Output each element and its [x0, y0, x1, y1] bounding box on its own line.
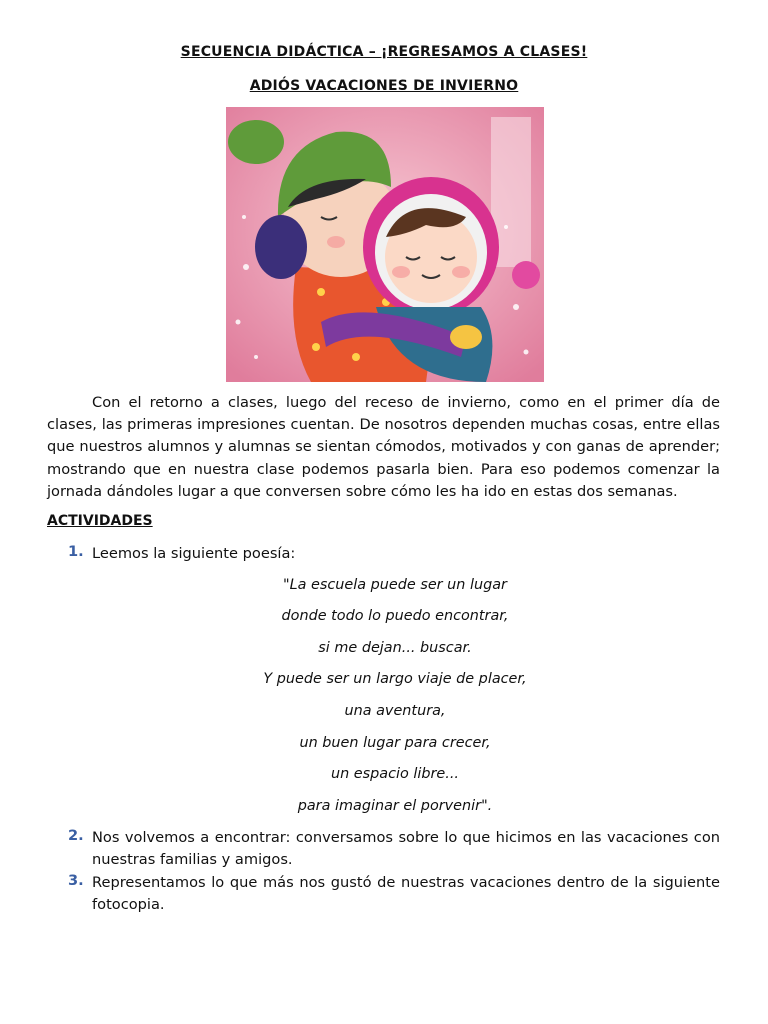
- poem-line: un buen lugar para crecer,: [299, 735, 491, 751]
- activity-item: Leemos la siguiente poesía:: [92, 545, 296, 562]
- poem-line: Y puede ser un largo viaje de placer,: [263, 671, 527, 687]
- document-subtitle: ADIÓS VACACIONES DE INVIERNO: [249, 78, 519, 94]
- document-title: SECUENCIA DIDÁCTICA – ¡REGRESAMOS A CLASES!: [180, 44, 588, 60]
- poem-line: para imaginar el porvenir".: [297, 798, 493, 814]
- activity-item: Representamos lo que más nos gustó de nuestras vacaciones dentro de la siguiente fotocopia.: [92, 874, 720, 914]
- intro-paragraph: Con el retorno a clases, luego del receso de invierno, como en el primer día de clases, las primeras impresiones cuentan. De nosotros dependen muchas cosas, entre ellas que nuestros alumnos y alumnas se sientan cómodos, motivados y con ganas de aprender; mostrando que en nuestra clase podemos pasarla bien. Para eso podemos comenzar la jornada dándoles lugar a que conversen sobre cómo les ha ido en estas dos semanas.: [47, 394, 720, 500]
- poem-line: un espacio libre...: [330, 766, 460, 782]
- illustration-svg: [226, 107, 544, 382]
- activities-heading: ACTIVIDADES: [47, 513, 153, 529]
- poem-line: si me dejan... buscar.: [318, 640, 472, 656]
- poem-line: una aventura,: [344, 703, 446, 719]
- activity-number: 1.: [68, 543, 84, 560]
- activity-number: 2.: [68, 827, 84, 844]
- activity-number: 3.: [68, 872, 84, 889]
- poem-line: donde todo lo puedo encontrar,: [281, 608, 509, 624]
- activity-item: Nos volvemos a encontrar: conversamos sobre lo que hicimos en las vacaciones con nuestras familias y amigos.: [92, 829, 720, 869]
- poem-line: "La escuela puede ser un lugar: [283, 577, 507, 593]
- hugging-children-illustration: [226, 107, 544, 382]
